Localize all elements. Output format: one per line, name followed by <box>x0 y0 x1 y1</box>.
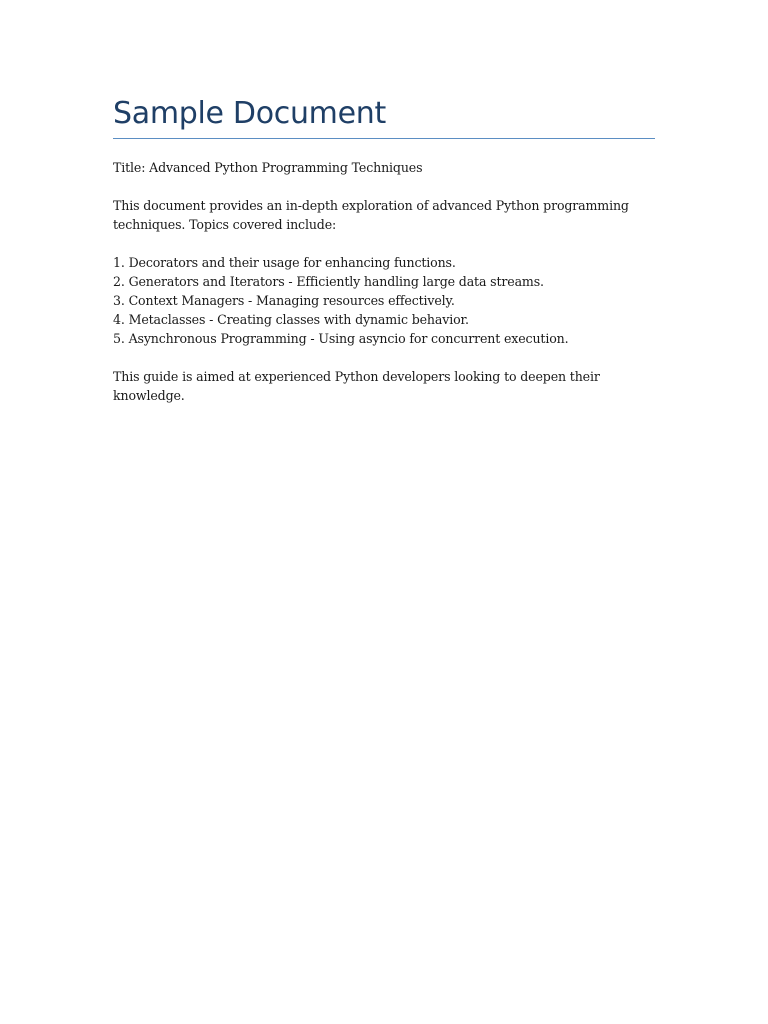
topics-list <box>113 253 655 348</box>
list-item: 2. Generators and Iterators - Efficiently handling large data streams. <box>113 274 544 289</box>
intro-paragraph: This document provides an in-depth exploration of advanced Python programming techniques. Topics covered include: <box>113 198 629 232</box>
document-heading: Sample Document <box>113 96 386 131</box>
list-item: 3. Context Managers - Managing resources effectively. <box>113 293 455 308</box>
list-item: 5. Asynchronous Programming - Using asyncio for concurrent execution. <box>113 331 569 346</box>
list-item: 4. Metaclasses - Creating classes with dynamic behavior. <box>113 312 469 327</box>
document-body <box>113 94 655 424</box>
heading-underline <box>113 138 655 139</box>
closing-paragraph: This guide is aimed at experienced Python developers looking to deepen their knowledge. <box>113 369 600 403</box>
list-item: 1. Decorators and their usage for enhancing functions. <box>113 255 456 270</box>
title-line: Title: Advanced Python Programming Techniques <box>113 160 423 175</box>
